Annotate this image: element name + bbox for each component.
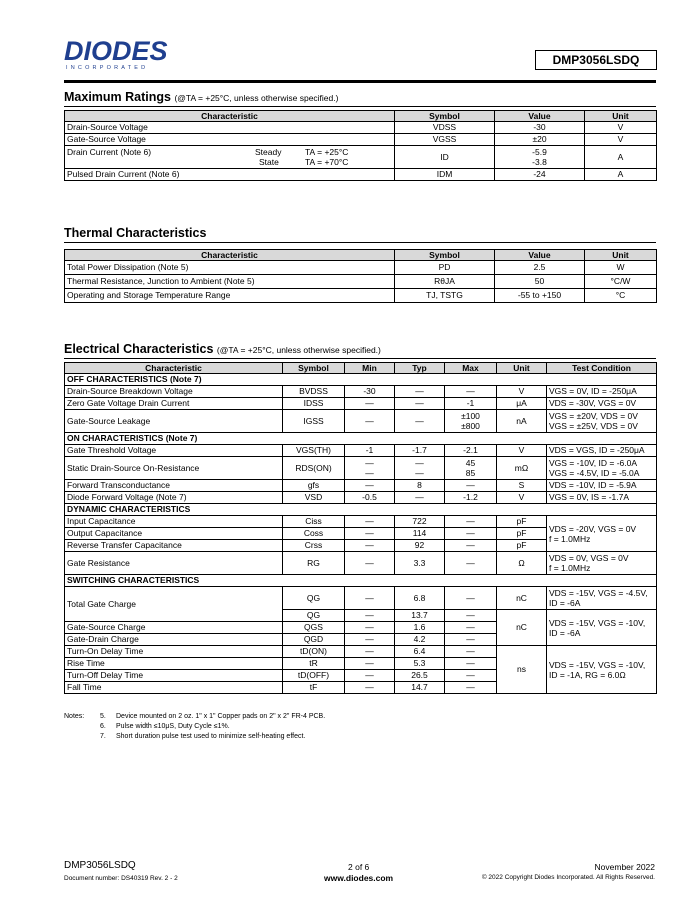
cell-max: -1 — [445, 398, 497, 410]
cell-symbol: QGD — [283, 634, 345, 646]
footer-date: November 2022 — [594, 862, 655, 872]
cell-max: — — [445, 610, 497, 622]
col-header: Typ — [395, 363, 445, 374]
note-text: Device mounted on 2 oz. 1" x 1" Copper pads on 2" x 2" FR-4 PCB. — [116, 713, 326, 720]
cell-typ: -1.7 — [395, 445, 445, 457]
cell-char: Turn-Off Delay Time — [65, 670, 283, 682]
table-row — [65, 445, 657, 457]
cell-typ: 722 — [395, 516, 445, 528]
cell-cond — [547, 457, 657, 480]
state-label: State — [259, 157, 279, 167]
value-line: -3.8 — [532, 157, 547, 167]
cell-unit: W — [585, 261, 657, 275]
max-line: 85 — [465, 468, 476, 478]
table-row — [65, 386, 657, 398]
cond-line: f = 1.0MHz — [549, 533, 591, 544]
cell-value: 50 — [495, 275, 585, 289]
cell-unit: ns — [497, 646, 547, 694]
cell-symbol: VGS(TH) — [283, 445, 345, 457]
cell-min: — — [345, 658, 395, 670]
table-row — [65, 169, 657, 181]
table-row — [65, 587, 657, 610]
cell-max: -1.2 — [445, 492, 497, 504]
cell-symbol: gfs — [283, 480, 345, 492]
cond-line: VGS = ±20V, VDS = 0V — [549, 411, 638, 421]
col-header: Symbol — [283, 363, 345, 374]
group-row — [65, 433, 657, 445]
col-header: Characteristic — [65, 363, 283, 374]
cell-unit: S — [497, 480, 547, 492]
cell-typ — [395, 457, 445, 480]
note-number: 7. — [100, 733, 106, 740]
table-header-row — [65, 363, 657, 374]
cell-min — [345, 457, 395, 480]
cell-typ: 92 — [395, 540, 445, 552]
cell-max: — — [445, 622, 497, 634]
cell-unit: nC — [497, 587, 547, 610]
group-row — [65, 374, 657, 386]
cell-typ: 6.4 — [395, 646, 445, 658]
cell-max: — — [445, 658, 497, 670]
cell-cond — [547, 410, 657, 433]
col-header: Value — [495, 250, 585, 261]
col-header: Symbol — [395, 250, 495, 261]
electrical-title — [64, 342, 381, 356]
cell-unit: pF — [497, 528, 547, 540]
cell-unit: A — [585, 169, 657, 181]
table-row — [65, 457, 657, 480]
col-header: Characteristic — [65, 250, 395, 261]
col-header: Unit — [585, 250, 657, 261]
footer-url[interactable]: www.diodes.com — [324, 873, 394, 883]
cell-unit: A — [585, 146, 657, 169]
cell-min: — — [345, 410, 395, 433]
cell-max: -2.1 — [445, 445, 497, 457]
table-row — [65, 516, 657, 528]
cell-symbol: VDSS — [395, 122, 495, 134]
cell-min: — — [345, 552, 395, 575]
group-label: OFF CHARACTERISTICS (Note 7) — [65, 374, 657, 386]
cell-value: ±20 — [495, 134, 585, 146]
cell-char: Gate-Source Leakage — [65, 410, 283, 433]
cell-max: — — [445, 540, 497, 552]
cond-line: VGS = ±25V, VDS = 0V — [549, 421, 638, 431]
cell-min: — — [345, 610, 395, 622]
cell-value: -24 — [495, 169, 585, 181]
cell-typ: 4.2 — [395, 634, 445, 646]
cell-cond: VGS = 0V, IS = -1.7A — [547, 492, 657, 504]
electrical-table — [64, 362, 657, 694]
col-header: Max — [445, 363, 497, 374]
cell-max — [445, 410, 497, 433]
cell-max — [445, 457, 497, 480]
electrical-rule — [64, 358, 656, 359]
typ-line: — — [415, 468, 424, 478]
cell-typ: 13.7 — [395, 610, 445, 622]
cell-char — [65, 146, 395, 169]
table-header-row — [65, 250, 657, 261]
cell-cond — [547, 516, 657, 552]
cell-typ: 114 — [395, 528, 445, 540]
col-header: Characteristic — [65, 111, 395, 122]
cond-line: VDS = -15V, VGS = -10V, — [549, 617, 646, 628]
col-header: Unit — [585, 111, 657, 122]
cond-line: f = 1.0MHz — [549, 563, 591, 573]
thermal-title: Thermal Characteristics — [64, 226, 207, 240]
col-header: Test Condition — [547, 363, 657, 374]
cell-symbol: IDM — [395, 169, 495, 181]
table-row — [65, 552, 657, 575]
cell-typ: 6.8 — [395, 587, 445, 610]
cell-unit: nC — [497, 610, 547, 646]
cell-min: -1 — [345, 445, 395, 457]
footer-copyright: © 2022 Copyright Diodes Incorporated. All Rights Reserved. — [481, 874, 655, 881]
max-line: 45 — [465, 458, 476, 468]
cell-unit: pF — [497, 516, 547, 528]
table-row — [65, 275, 657, 289]
cell-typ: 3.3 — [395, 552, 445, 575]
cell-unit: mΩ — [497, 457, 547, 480]
col-header: Value — [495, 111, 585, 122]
cell-cond — [547, 646, 657, 694]
footer-part: DMP3056LSDQ — [64, 860, 136, 871]
cond-line: VGS = -4.5V, ID = -5.0A — [549, 468, 640, 478]
cond-line: VDS = -20V, VGS = 0V — [549, 523, 637, 534]
cond-line: VDS = -15V, VGS = -10V, — [549, 659, 646, 670]
cell-char: Gate-Drain Charge — [65, 634, 283, 646]
table-row — [65, 398, 657, 410]
cell-min: — — [345, 634, 395, 646]
cell-unit: °C — [585, 289, 657, 303]
cell-cond: VDS = -10V, ID = -5.9A — [547, 480, 657, 492]
cell-cond: VDS = -30V, VGS = 0V — [547, 398, 657, 410]
cell-symbol: tD(ON) — [283, 646, 345, 658]
cell-typ: 8 — [395, 480, 445, 492]
cell-char: Total Gate Charge — [65, 587, 283, 622]
cell-symbol: VGSS — [395, 134, 495, 146]
note-number: 6. — [100, 723, 106, 730]
cell-char: Gate-Source Voltage — [65, 134, 395, 146]
cell-min: — — [345, 516, 395, 528]
max-ratings-rule — [64, 106, 656, 107]
cond-line: ID = -6A — [549, 627, 581, 638]
cell-symbol: ID — [395, 146, 495, 169]
cell-symbol: Crss — [283, 540, 345, 552]
table-row — [65, 492, 657, 504]
diodes-logo-graphic — [64, 36, 182, 76]
cell-cond — [547, 587, 657, 610]
notes-label: Notes: — [64, 713, 85, 720]
cell-symbol: IGSS — [283, 410, 345, 433]
cell-cond — [547, 610, 657, 646]
cell-symbol: tF — [283, 682, 345, 694]
cell-unit: V — [497, 492, 547, 504]
header-rule — [64, 80, 656, 83]
cell-char: Fall Time — [65, 682, 283, 694]
drain-current-label: Drain Current (Note 6) — [67, 147, 152, 157]
cell-symbol: tD(OFF) — [283, 670, 345, 682]
ta-70-label: TA = +70°C — [305, 157, 349, 167]
table-row — [65, 134, 657, 146]
cell-char: Gate Threshold Voltage — [65, 445, 283, 457]
cell-symbol: TJ, TSTG — [395, 289, 495, 303]
cell-symbol: VSD — [283, 492, 345, 504]
cell-char: Pulsed Drain Current (Note 6) — [65, 169, 395, 181]
cell-max: — — [445, 386, 497, 398]
cell-min: — — [345, 540, 395, 552]
max-ratings-table — [64, 110, 657, 181]
cell-max: — — [445, 480, 497, 492]
max-line: ±800 — [461, 421, 480, 431]
cell-char: Turn-On Delay Time — [65, 646, 283, 658]
cell-min: -30 — [345, 386, 395, 398]
cell-value: -30 — [495, 122, 585, 134]
cell-typ: 5.3 — [395, 658, 445, 670]
cell-max: — — [445, 587, 497, 610]
cell-min: — — [345, 480, 395, 492]
cond-line: ID = -6A — [549, 598, 581, 608]
cell-symbol: RDS(ON) — [283, 457, 345, 480]
thermal-table — [64, 249, 657, 303]
ta-25-label: TA = +25°C — [305, 147, 349, 157]
cell-symbol: BVDSS — [283, 386, 345, 398]
max-line: ±100 — [461, 411, 480, 421]
cell-cond: VGS = 0V, ID = -250μA — [547, 386, 657, 398]
cell-char: Reverse Transfer Capacitance — [65, 540, 283, 552]
cell-symbol: PD — [395, 261, 495, 275]
col-header: Unit — [497, 363, 547, 374]
group-label: SWITCHING CHARACTERISTICS — [65, 575, 657, 587]
cell-min: — — [345, 528, 395, 540]
cell-char: Gate-Source Charge — [65, 622, 283, 634]
cell-min: — — [345, 670, 395, 682]
cell-unit: μA — [497, 398, 547, 410]
part-number-box: DMP3056LSDQ — [535, 50, 657, 70]
note-number: 5. — [100, 713, 106, 720]
cell-unit: °C/W — [585, 275, 657, 289]
cell-typ: — — [395, 398, 445, 410]
cell-max: — — [445, 646, 497, 658]
cell-unit: V — [585, 122, 657, 134]
table-row — [65, 146, 657, 169]
cell-symbol: QG — [283, 610, 345, 622]
cell-unit: V — [497, 445, 547, 457]
thermal-rule — [64, 242, 656, 243]
cell-value: 2.5 — [495, 261, 585, 275]
cell-typ: — — [395, 410, 445, 433]
cell-unit: pF — [497, 540, 547, 552]
max-ratings-heading: Maximum Ratings — [64, 90, 171, 104]
cell-symbol: Coss — [283, 528, 345, 540]
group-label: DYNAMIC CHARACTERISTICS — [65, 504, 657, 516]
min-line: — — [365, 468, 374, 478]
cell-symbol: RθJA — [395, 275, 495, 289]
logo-subtext: INCORPORATED — [66, 65, 149, 71]
cell-symbol: RG — [283, 552, 345, 575]
cond-line: VDS = -15V, VGS = -4.5V, — [549, 588, 648, 598]
footer-docnum: Document number: DS40319 Rev. 2 - 2 — [64, 875, 178, 882]
cell-max: — — [445, 634, 497, 646]
cell-typ: 14.7 — [395, 682, 445, 694]
note-text: Short duration pulse test used to minimize self-heating effect. — [116, 733, 306, 740]
cell-value — [495, 146, 585, 169]
cell-min: — — [345, 622, 395, 634]
table-row — [65, 261, 657, 275]
cell-symbol: QG — [283, 587, 345, 610]
value-line: -5.9 — [532, 147, 547, 157]
logo-text: DIODES — [64, 36, 168, 66]
cell-char: Forward Transconductance — [65, 480, 283, 492]
cell-max: — — [445, 670, 497, 682]
max-ratings-subtitle: (@TA = +25°C, unless otherwise specified.) — [174, 93, 339, 103]
cell-char: Input Capacitance — [65, 516, 283, 528]
cell-min: — — [345, 398, 395, 410]
cell-char: Output Capacitance — [65, 528, 283, 540]
cell-max: — — [445, 682, 497, 694]
cell-char: Drain-Source Breakdown Voltage — [65, 386, 283, 398]
diodes-logo — [64, 36, 182, 76]
note-text: Pulse width ≤10μS, Duty Cycle ≤1%. — [116, 723, 230, 730]
group-row — [65, 575, 657, 587]
cell-min: -0.5 — [345, 492, 395, 504]
cond-line: VDS = 0V, VGS = 0V — [549, 553, 629, 563]
cell-cond — [547, 552, 657, 575]
cell-char: Operating and Storage Temperature Range — [65, 289, 395, 303]
cell-min: — — [345, 646, 395, 658]
steady-label: Steady — [255, 147, 282, 157]
cell-symbol: tR — [283, 658, 345, 670]
cell-symbol: IDSS — [283, 398, 345, 410]
cell-char: Thermal Resistance, Junction to Ambient (Note 5) — [65, 275, 395, 289]
cell-typ: 1.6 — [395, 622, 445, 634]
cell-char: Zero Gate Voltage Drain Current — [65, 398, 283, 410]
electrical-subtitle: (@TA = +25°C, unless otherwise specified.) — [216, 345, 381, 355]
cell-max: — — [445, 528, 497, 540]
table-header-row — [65, 111, 657, 122]
table-row — [65, 410, 657, 433]
cell-char: Gate Resistance — [65, 552, 283, 575]
cell-char: Diode Forward Voltage (Note 7) — [65, 492, 283, 504]
table-row — [65, 289, 657, 303]
group-row — [65, 504, 657, 516]
cell-char: Static Drain-Source On-Resistance — [65, 457, 283, 480]
cell-symbol: QGS — [283, 622, 345, 634]
cell-cond: VDS = VGS, ID = -250μA — [547, 445, 657, 457]
cell-max: — — [445, 552, 497, 575]
cell-unit: Ω — [497, 552, 547, 575]
col-header: Min — [345, 363, 395, 374]
cell-char: Drain-Source Voltage — [65, 122, 395, 134]
cell-value: -55 to +150 — [495, 289, 585, 303]
cell-typ: — — [395, 386, 445, 398]
cond-line: ID = -1A, RG = 6.0Ω — [549, 669, 626, 680]
cell-max: — — [445, 516, 497, 528]
cell-min: — — [345, 587, 395, 610]
footer-page: 2 of 6 — [348, 862, 370, 872]
cond-line: VGS = -10V, ID = -6.0A — [549, 458, 638, 468]
cell-unit: V — [585, 134, 657, 146]
group-label: ON CHARACTERISTICS (Note 7) — [65, 433, 657, 445]
cell-symbol: Ciss — [283, 516, 345, 528]
cell-char: Rise Time — [65, 658, 283, 670]
table-row — [65, 646, 657, 658]
typ-line: — — [415, 458, 424, 468]
cell-unit: nA — [497, 410, 547, 433]
cell-min: — — [345, 682, 395, 694]
cell-unit: V — [497, 386, 547, 398]
cell-typ: 26.5 — [395, 670, 445, 682]
min-line: — — [365, 458, 374, 468]
table-row — [65, 122, 657, 134]
cell-char: Total Power Dissipation (Note 5) — [65, 261, 395, 275]
electrical-heading: Electrical Characteristics — [64, 342, 214, 356]
cell-typ: — — [395, 492, 445, 504]
col-header: Symbol — [395, 111, 495, 122]
max-ratings-title — [64, 90, 338, 104]
table-row — [65, 480, 657, 492]
